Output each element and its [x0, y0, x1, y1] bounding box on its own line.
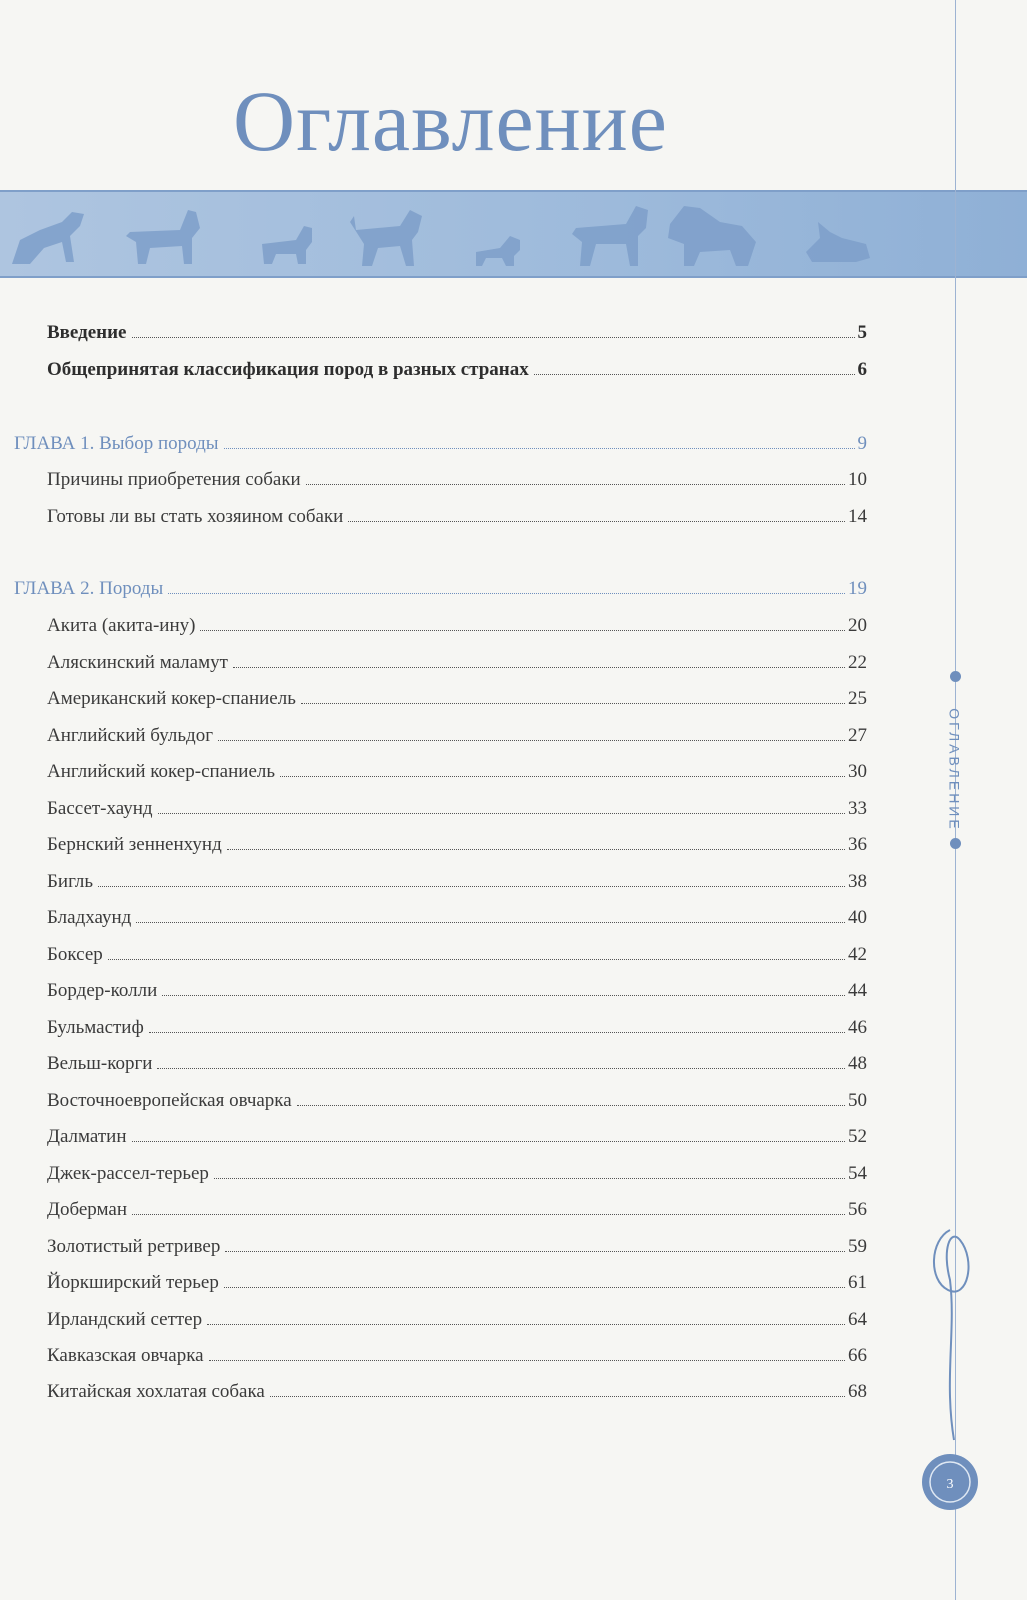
dot-leader [98, 886, 845, 887]
toc-entry[interactable]: Бернский зенненхунд 36 [47, 834, 867, 855]
dot-leader [297, 1105, 845, 1106]
dog-silhouette-band [0, 190, 1027, 278]
toc-entry[interactable]: Бассет-хаунд 33 [47, 798, 867, 819]
dot-leader [162, 995, 845, 996]
toc-chapter-1[interactable]: ГЛАВА 1. Выбор породы 9 [14, 433, 867, 454]
dot-leader [225, 1251, 845, 1252]
dot-leader [136, 922, 845, 923]
toc-entry[interactable]: Китайская хохлатая собака 68 [47, 1381, 867, 1402]
dot-leader [209, 1360, 845, 1361]
page-title: Оглавление [233, 73, 668, 169]
toc-entry[interactable]: Ирландский сеттер 64 [47, 1309, 867, 1330]
dot-leader [157, 1068, 845, 1069]
dot-leader [227, 849, 845, 850]
page-number: 3 [946, 1477, 954, 1492]
side-dot-bottom [950, 838, 961, 849]
dot-leader [348, 521, 845, 522]
toc-entry[interactable]: Кавказская овчарка 66 [47, 1345, 867, 1366]
toc-entry[interactable]: Готовы ли вы стать хозяином собаки 14 [47, 506, 867, 527]
dot-leader [149, 1032, 845, 1033]
dot-leader [280, 776, 845, 777]
dot-leader [218, 740, 845, 741]
toc-entry[interactable]: Вельш-корги 48 [47, 1053, 867, 1074]
toc-entry[interactable]: Золотистый ретривер 59 [47, 1236, 867, 1257]
toc-entry[interactable]: Джек-рассел-терьер 54 [47, 1163, 867, 1184]
toc-entry-intro[interactable]: Введение 5 [47, 322, 867, 343]
dog-silhouettes-icon [0, 192, 1027, 276]
toc-entry[interactable]: Английский кокер-спаниель 30 [47, 761, 867, 782]
dot-leader [224, 448, 855, 449]
dot-leader [132, 337, 855, 338]
dot-leader [534, 374, 855, 375]
leash-icon [920, 1220, 990, 1520]
dot-leader [301, 703, 845, 704]
dot-leader [306, 484, 845, 485]
toc-entry[interactable]: Йоркширский терьер 61 [47, 1272, 867, 1293]
toc-entry[interactable]: Бордер-колли 44 [47, 980, 867, 1001]
toc-entry[interactable]: Бигль 38 [47, 871, 867, 892]
dot-leader [200, 630, 845, 631]
dot-leader [270, 1396, 845, 1397]
dot-leader [207, 1324, 845, 1325]
dot-leader [233, 667, 845, 668]
toc-entry[interactable]: Американский кокер-спаниель 25 [47, 688, 867, 709]
toc-entry[interactable]: Акита (акита-ину) 20 [47, 615, 867, 636]
toc-chapter-2[interactable]: ГЛАВА 2. Породы 19 [14, 578, 867, 599]
dot-leader [214, 1178, 845, 1179]
toc-entry[interactable]: Далматин 52 [47, 1126, 867, 1147]
dot-leader [108, 959, 845, 960]
dot-leader [168, 593, 845, 594]
toc-entry[interactable]: Бульмастиф 46 [47, 1017, 867, 1038]
toc-entry[interactable]: Английский бульдог 27 [47, 725, 867, 746]
toc-entry[interactable]: Доберман 56 [47, 1199, 867, 1220]
toc-entry[interactable]: Восточноевропейская овчарка 50 [47, 1090, 867, 1111]
dot-leader [224, 1287, 845, 1288]
side-dot-top [950, 671, 961, 682]
side-section-label: ОГЛАВЛЕНИЕ [947, 708, 963, 832]
dot-leader [158, 813, 845, 814]
dot-leader [132, 1214, 845, 1215]
toc-entry[interactable]: Боксер 42 [47, 944, 867, 965]
dot-leader [132, 1141, 845, 1142]
toc-entry[interactable]: Бладхаунд 40 [47, 907, 867, 928]
toc-entry-classification[interactable]: Общепринятая классификация пород в разных странах 6 [47, 359, 867, 380]
toc-entry[interactable]: Аляскинский маламут 22 [47, 652, 867, 673]
toc-entry[interactable]: Причины приобретения собаки 10 [47, 469, 867, 490]
